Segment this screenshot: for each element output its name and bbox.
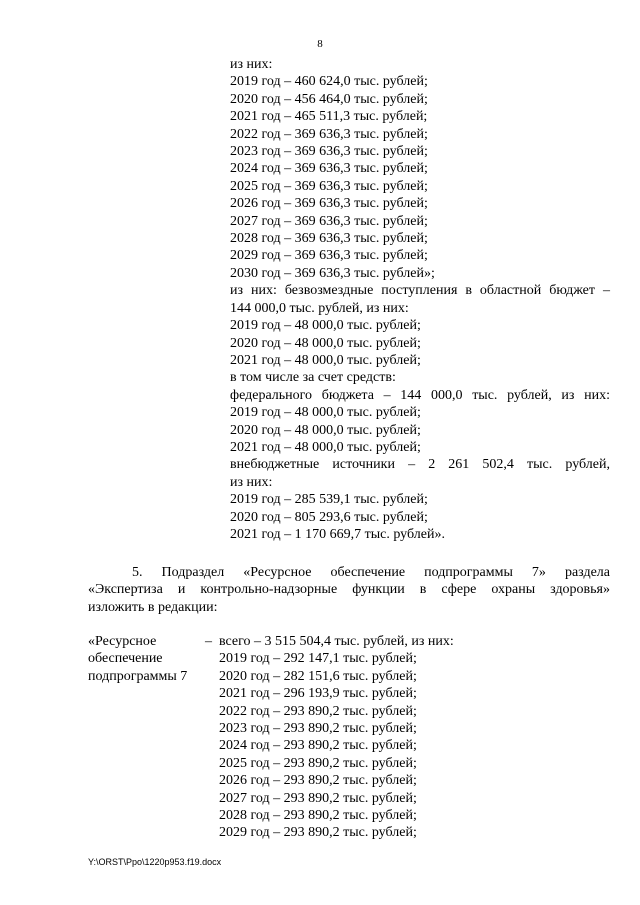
resource-label-line: «Ресурсное bbox=[88, 634, 157, 649]
resource-year: 2022 год – 293 890,2 тыс. рублей; bbox=[219, 703, 417, 719]
resource-label-line: подпрограммы 7 bbox=[88, 668, 188, 684]
resource-year: 2027 год – 293 890,2 тыс. рублей; bbox=[219, 790, 417, 806]
resource-year: 2028 год – 293 890,2 тыс. рублей; bbox=[219, 808, 417, 824]
funding-line: 2029 год – 369 636,3 тыс. рублей; bbox=[230, 248, 428, 264]
resource-total: всего – 3 515 504,4 тыс. рублей, из них: bbox=[219, 634, 454, 649]
federal-year: 2020 год – 48 000,0 тыс. рублей; bbox=[230, 422, 421, 438]
offbudget-line-2: из них: bbox=[230, 474, 273, 490]
resource-dash: – bbox=[205, 634, 212, 649]
including-label: в том числе за счет средств: bbox=[230, 370, 396, 386]
funding-line: 2023 год – 369 636,3 тыс. рублей; bbox=[230, 144, 428, 160]
page-number: 8 bbox=[317, 38, 323, 50]
gratuitous-heading: из них: безвозмездные поступления в областной бюджет – bbox=[230, 283, 610, 299]
resource-year: 2023 год – 293 890,2 тыс. рублей; bbox=[219, 721, 417, 737]
resource-year: 2019 год – 292 147,1 тыс. рублей; bbox=[219, 651, 417, 667]
federal-year: 2019 год – 48 000,0 тыс. рублей; bbox=[230, 405, 421, 421]
funding-line: 2025 год – 369 636,3 тыс. рублей; bbox=[230, 178, 428, 194]
federal-budget-line: федерального бюджета – 144 000,0 тыс. рублей, из них: bbox=[230, 387, 610, 403]
resource-year: 2021 год – 296 193,9 тыс. рублей; bbox=[219, 686, 417, 702]
federal-year: 2021 год – 48 000,0 тыс. рублей; bbox=[230, 439, 421, 455]
offbudget-year: 2019 год – 285 539,1 тыс. рублей; bbox=[230, 492, 428, 508]
resource-values bbox=[219, 633, 609, 842]
funding-line: 2024 год – 369 636,3 тыс. рублей; bbox=[230, 161, 428, 177]
resource-year: 2029 год – 293 890,2 тыс. рублей; bbox=[219, 825, 417, 841]
funding-breakdown bbox=[230, 56, 610, 543]
paragraph-5-line: «Экспертиза и контрольно-надзорные функции в сфере охраны здоровья» bbox=[88, 582, 610, 598]
funding-line: 2020 год – 456 464,0 тыс. рублей; bbox=[230, 91, 428, 107]
resource-year: 2025 год – 293 890,2 тыс. рублей; bbox=[219, 755, 417, 771]
funding-line: 2022 год – 369 636,3 тыс. рублей; bbox=[230, 126, 428, 142]
file-path-footer: Y:\ORST\Ppo\1220p953.f19.docx bbox=[88, 857, 222, 867]
paragraph-5-line: 5. Подраздел «Ресурсное обеспечение подпрограммы 7» раздела bbox=[132, 565, 610, 580]
offbudget-line: внебюджетные источники – 2 261 502,4 тыс. рублей, bbox=[230, 457, 610, 473]
resource-label bbox=[88, 633, 208, 685]
funding-line: 2021 год – 465 511,3 тыс. рублей; bbox=[230, 109, 428, 125]
funding-line: 2026 год – 369 636,3 тыс. рублей; bbox=[230, 196, 428, 212]
funding-line: 2019 год – 460 624,0 тыс. рублей; bbox=[230, 74, 428, 90]
funding-line: из них: bbox=[230, 57, 273, 72]
paragraph-5 bbox=[88, 564, 610, 616]
resource-year: 2024 год – 293 890,2 тыс. рублей; bbox=[219, 738, 417, 754]
funding-line: 2027 год – 369 636,3 тыс. рублей; bbox=[230, 213, 428, 229]
resource-year: 2020 год – 282 151,6 тыс. рублей; bbox=[219, 668, 417, 684]
gratuitous-year: 2019 год – 48 000,0 тыс. рублей; bbox=[230, 318, 421, 334]
gratuitous-total: 144 000,0 тыс. рублей, из них: bbox=[230, 300, 409, 316]
offbudget-year: 2021 год – 1 170 669,7 тыс. рублей». bbox=[230, 526, 445, 542]
gratuitous-year: 2021 год – 48 000,0 тыс. рублей; bbox=[230, 352, 421, 368]
resource-year: 2026 год – 293 890,2 тыс. рублей; bbox=[219, 773, 417, 789]
resource-label-line: обеспечение bbox=[88, 651, 163, 667]
offbudget-year: 2020 год – 805 293,6 тыс. рублей; bbox=[230, 509, 428, 525]
funding-line: 2030 год – 369 636,3 тыс. рублей»; bbox=[230, 265, 435, 281]
paragraph-5-line: изложить в редакции: bbox=[88, 599, 218, 615]
funding-line: 2028 год – 369 636,3 тыс. рублей; bbox=[230, 231, 428, 247]
gratuitous-year: 2020 год – 48 000,0 тыс. рублей; bbox=[230, 335, 421, 351]
